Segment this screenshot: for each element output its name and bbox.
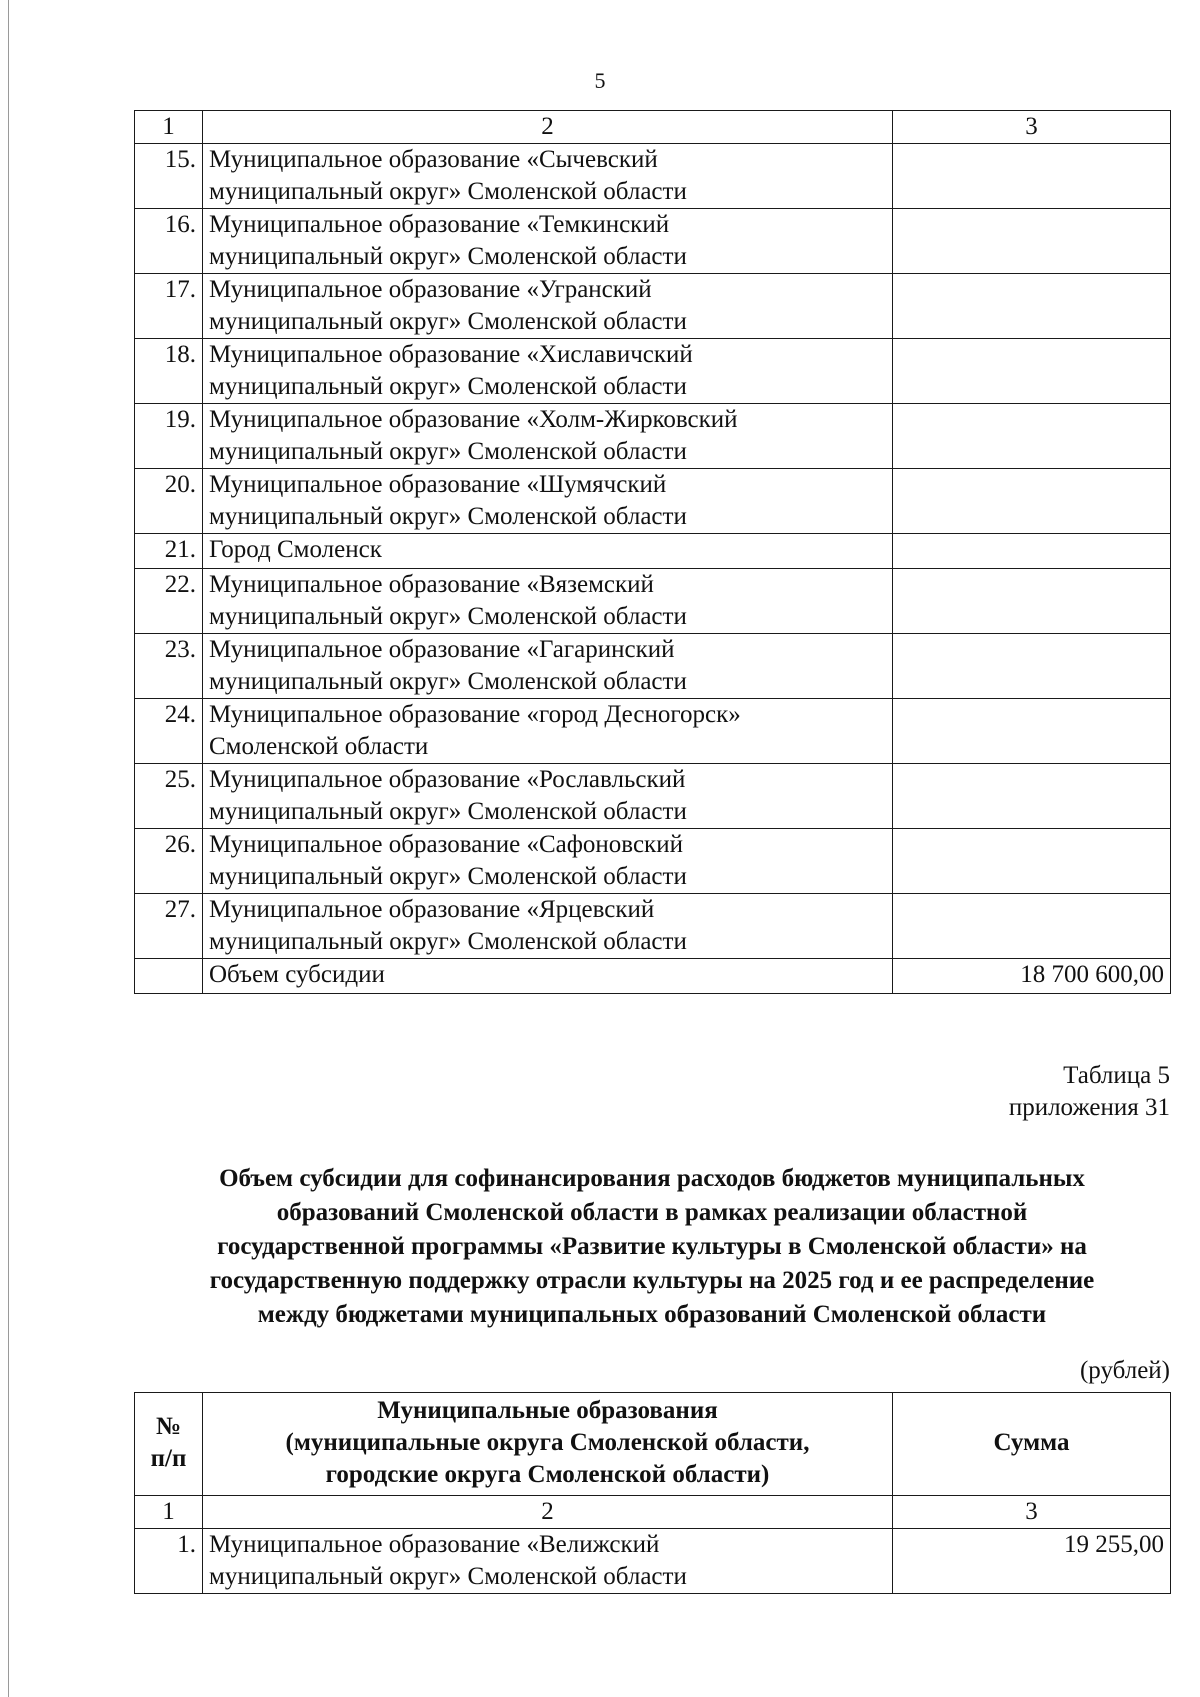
municipality-name <box>203 1529 893 1594</box>
municipality-name-line: Смоленской области <box>209 733 429 760</box>
row-number: 27. <box>135 894 203 959</box>
table-row <box>135 274 1171 339</box>
municipality-name-line: муниципальный округ» Смоленской области <box>209 308 687 335</box>
row-number: 26. <box>135 829 203 894</box>
table-label-number: Таблица 5 <box>1063 1062 1170 1089</box>
amount-cell <box>893 894 1171 959</box>
municipality-name-line: Муниципальное образование «Холм-Жирковский <box>209 406 738 433</box>
row-number: 17. <box>135 274 203 339</box>
municipality-name-line: муниципальный округ» Смоленской области <box>209 798 687 825</box>
total-row <box>135 959 1171 994</box>
total-amount: 18 700 600,00 <box>893 959 1171 994</box>
table-row <box>135 469 1171 534</box>
table-row <box>135 144 1171 209</box>
municipality-name-line: Муниципальное образование «Темкинский <box>209 211 670 238</box>
column-number-1: 1 <box>135 111 203 144</box>
table-row <box>135 634 1171 699</box>
municipality-name <box>203 569 893 634</box>
header-num-sign: № <box>155 1413 182 1440</box>
row-number: 21. <box>135 534 203 569</box>
municipality-name-line: муниципальный округ» Смоленской области <box>209 863 687 890</box>
municipality-name-line: Муниципальное образование «Шумячский <box>209 471 667 498</box>
column-number-row <box>135 111 1171 144</box>
total-empty-cell <box>135 959 203 994</box>
table-row <box>135 764 1171 829</box>
row-number: 23. <box>135 634 203 699</box>
table-row <box>135 404 1171 469</box>
amount-cell <box>893 569 1171 634</box>
table-title <box>134 1162 1170 1332</box>
unit-note: (рублей) <box>1079 1357 1170 1384</box>
table-row <box>135 209 1171 274</box>
row-number: 20. <box>135 469 203 534</box>
header-name-line: городские округа Смоленской области) <box>325 1461 770 1488</box>
row-number: 19. <box>135 404 203 469</box>
municipality-name-line: Муниципальное образование «Гагаринский <box>209 636 675 663</box>
municipality-name-line: Муниципальное образование «Сафоновский <box>209 831 683 858</box>
amount-cell: 19 255,00 <box>893 1529 1171 1594</box>
scan-edge-line <box>8 0 9 1697</box>
amount-cell <box>893 144 1171 209</box>
row-number: 25. <box>135 764 203 829</box>
column-number-2: 2 <box>203 111 893 144</box>
table-title-line: между бюджетами муниципальных образований Смоленской области <box>257 1301 1047 1328</box>
column-number-1: 1 <box>135 1496 203 1529</box>
municipality-name <box>203 894 893 959</box>
table-row <box>135 534 1171 569</box>
municipality-name-line: Муниципальное образование «Вяземский <box>209 571 654 598</box>
municipality-name <box>203 404 893 469</box>
municipality-name-line: Муниципальное образование «Хиславичский <box>209 341 693 368</box>
table-row <box>135 1529 1171 1594</box>
municipality-name-line: муниципальный округ» Смоленской области <box>209 503 687 530</box>
header-num-abbrev: п/п <box>150 1445 187 1472</box>
municipality-name <box>203 274 893 339</box>
municipality-name-line: муниципальный округ» Смоленской области <box>209 243 687 270</box>
municipality-name-line: Муниципальное образование «Сычевский <box>209 146 658 173</box>
table-row <box>135 829 1171 894</box>
municipality-name-line: муниципальный округ» Смоленской области <box>209 603 687 630</box>
amount-cell <box>893 404 1171 469</box>
column-number-2: 2 <box>203 1496 893 1529</box>
municipality-name <box>203 699 893 764</box>
municipality-name <box>203 534 893 569</box>
table-row <box>135 569 1171 634</box>
municipality-name-line: муниципальный округ» Смоленской области <box>209 373 687 400</box>
municipality-name-line: Муниципальное образование «Угранский <box>209 276 652 303</box>
row-number: 18. <box>135 339 203 404</box>
amount-cell <box>893 534 1171 569</box>
header-name-line: (муниципальные округа Смоленской области, <box>285 1429 810 1456</box>
total-label: Объем субсидии <box>203 959 893 994</box>
amount-cell <box>893 764 1171 829</box>
municipality-name-line: Муниципальное образование «Ярцевский <box>209 896 655 923</box>
municipality-name-line: муниципальный округ» Смоленской области <box>209 1563 687 1590</box>
table-label-appendix: приложения 31 <box>1008 1094 1170 1121</box>
table-title-line: государственную поддержку отрасли культуры на 2025 год и ее распределение <box>209 1267 1095 1294</box>
column-number-row <box>135 1496 1171 1529</box>
municipality-name <box>203 339 893 404</box>
municipality-name <box>203 144 893 209</box>
row-number: 22. <box>135 569 203 634</box>
municipality-name-line: Муниципальное образование «город Десногорск» <box>209 701 741 728</box>
header-num <box>135 1393 203 1496</box>
header-municipalities <box>203 1393 893 1496</box>
municipality-name <box>203 829 893 894</box>
column-number-3: 3 <box>893 111 1171 144</box>
municipality-name-line: муниципальный округ» Смоленской области <box>209 178 687 205</box>
municipality-name <box>203 634 893 699</box>
table-row <box>135 894 1171 959</box>
amount-cell <box>893 339 1171 404</box>
municipality-name-line: муниципальный округ» Смоленской области <box>209 438 687 465</box>
column-number-3: 3 <box>893 1496 1171 1529</box>
municipality-name <box>203 209 893 274</box>
municipality-name <box>203 469 893 534</box>
row-number: 24. <box>135 699 203 764</box>
municipality-name <box>203 764 893 829</box>
row-number: 1. <box>135 1529 203 1594</box>
municipality-name-line: муниципальный округ» Смоленской области <box>209 928 687 955</box>
municipality-name-line: Муниципальное образование «Велижский <box>209 1531 660 1558</box>
amount-cell <box>893 209 1171 274</box>
amount-cell <box>893 469 1171 534</box>
amount-cell <box>893 634 1171 699</box>
subsidy-table-5 <box>134 1392 1171 1594</box>
subsidy-table-continued <box>134 110 1171 994</box>
header-name-line: Муниципальные образования <box>377 1397 718 1424</box>
table-header-row <box>135 1393 1171 1496</box>
row-number: 15. <box>135 144 203 209</box>
table-title-line: государственной программы «Развитие культуры в Смоленской области» на <box>217 1233 1087 1260</box>
municipality-name-line: Муниципальное образование «Рославльский <box>209 766 686 793</box>
page-number: 5 <box>594 68 606 93</box>
table-title-line: Объем субсидии для софинансирования расходов бюджетов муниципальных <box>219 1165 1085 1192</box>
header-sum: Сумма <box>893 1393 1171 1496</box>
amount-cell <box>893 699 1171 764</box>
amount-cell <box>893 274 1171 339</box>
table-row <box>135 339 1171 404</box>
municipality-name-line: муниципальный округ» Смоленской области <box>209 668 687 695</box>
table-label <box>1009 1060 1170 1124</box>
municipality-name-line: Город Смоленск <box>209 536 382 563</box>
table-row <box>135 699 1171 764</box>
row-number: 16. <box>135 209 203 274</box>
table-title-line: образований Смоленской области в рамках реализации областной <box>276 1199 1028 1226</box>
amount-cell <box>893 829 1171 894</box>
